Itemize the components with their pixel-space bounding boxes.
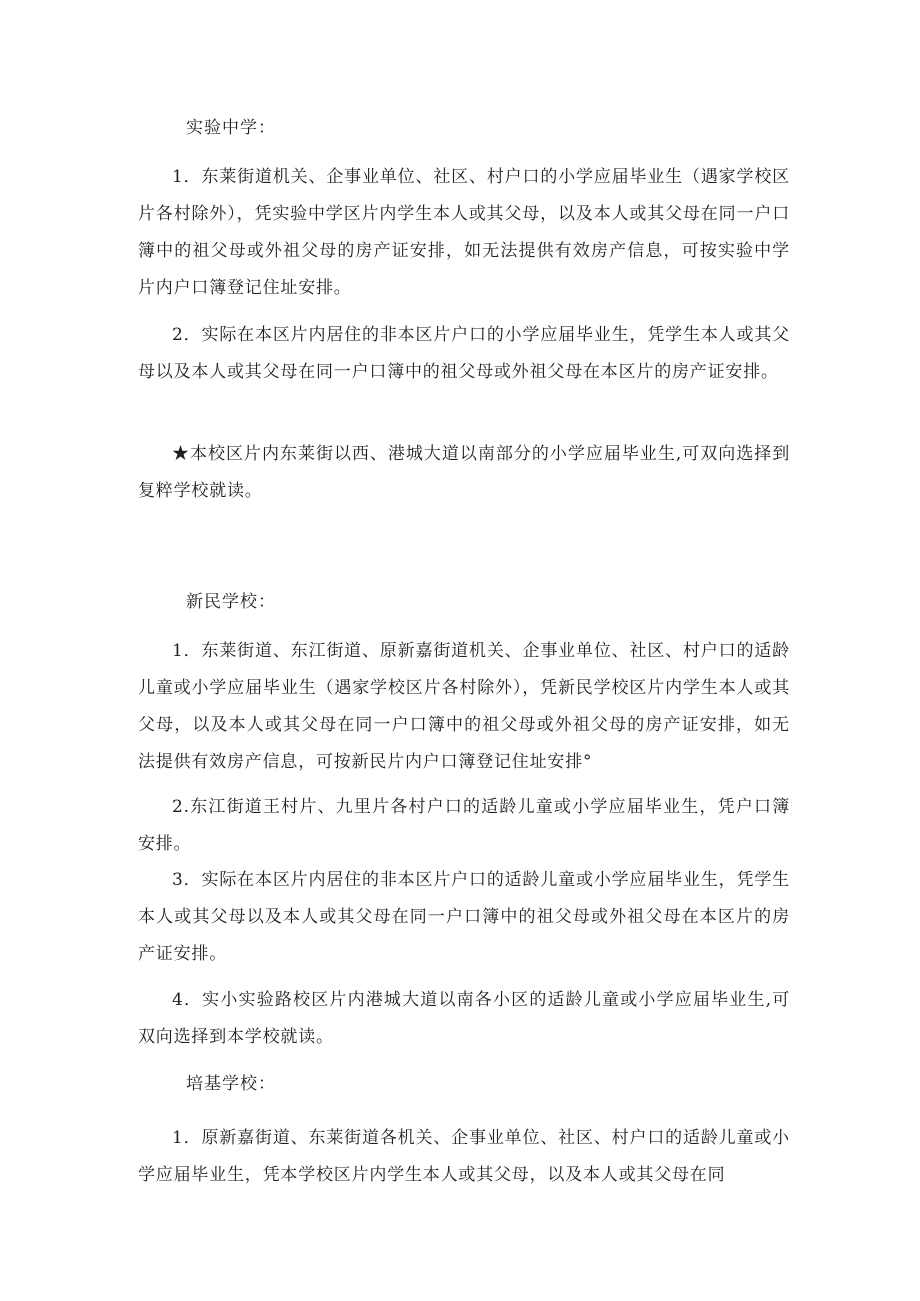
section-item bbox=[138, 789, 790, 863]
paragraph-text: ★本校区片内东莱街以西、港城大道以南部分的小学应届毕业生,可双向选择到复粹学校就读。 bbox=[138, 444, 790, 501]
section-title-peiji: 培基学校： bbox=[186, 1074, 276, 1094]
paragraph-text: 2.东江街道王村片、九里片各村户口的适龄儿童或小学应届毕业生，凭户口簿安排。 bbox=[138, 797, 790, 854]
section-item bbox=[138, 633, 790, 781]
paragraph-text: 3．实际在本区片内居住的非本区片户口的适龄儿童或小学应届毕业生，凭学生本人或其父母以及本人或其父母在同一户口簿中的祖父母或外祖父母在本区片的房产证安排。 bbox=[138, 870, 790, 964]
section-item bbox=[138, 1120, 790, 1194]
section-title-xinmin: 新民学校： bbox=[186, 592, 276, 612]
section-item bbox=[138, 436, 790, 510]
paragraph-text: 4．实小实验路校区片内港城大道以南各小区的适龄儿童或小学应届毕业生,可双向选择到本学校就读。 bbox=[138, 990, 790, 1047]
paragraph-text: 1．东莱街道机关、企事业单位、社区、村户口的小学应届毕业生（遇家学校区片各村除外），凭实验中学区片内学生本人或其父母，以及本人或其父母在同一户口簿中的祖父母或外祖父母的房产证安排，如无法提供有效房产信息，可按实验中学片内户口簿登记住址安排。 bbox=[138, 167, 790, 298]
section-title-shiyan: 实验中学： bbox=[186, 118, 276, 138]
section-item bbox=[138, 159, 790, 307]
section-item bbox=[138, 862, 790, 973]
section-item bbox=[138, 317, 790, 391]
paragraph-text: 1．东莱街道、东江街道、原新嘉街道机关、企事业单位、社区、村户口的适龄儿童或小学应届毕业生（遇家学校区片各村除外），凭新民学校区片内学生本人或其父母，以及本人或其父母在同一户口簿中的祖父母或外祖父母的房产证安排，如无法提供有效房产信息，可按新民片内户口簿登记住址安排° bbox=[138, 641, 790, 772]
paragraph-text: 1．原新嘉街道、东莱街道各机关、企事业单位、社区、村户口的适龄儿童或小学应届毕业生，凭本学校区片内学生本人或其父母，以及本人或其父母在同 bbox=[138, 1128, 790, 1185]
paragraph-text: 2．实际在本区片内居住的非本区片户口的小学应届毕业生，凭学生本人或其父母以及本人或其父母在同一户口簿中的祖父母或外祖父母在本区片的房产证安排。 bbox=[138, 325, 790, 382]
section-item bbox=[138, 982, 790, 1056]
